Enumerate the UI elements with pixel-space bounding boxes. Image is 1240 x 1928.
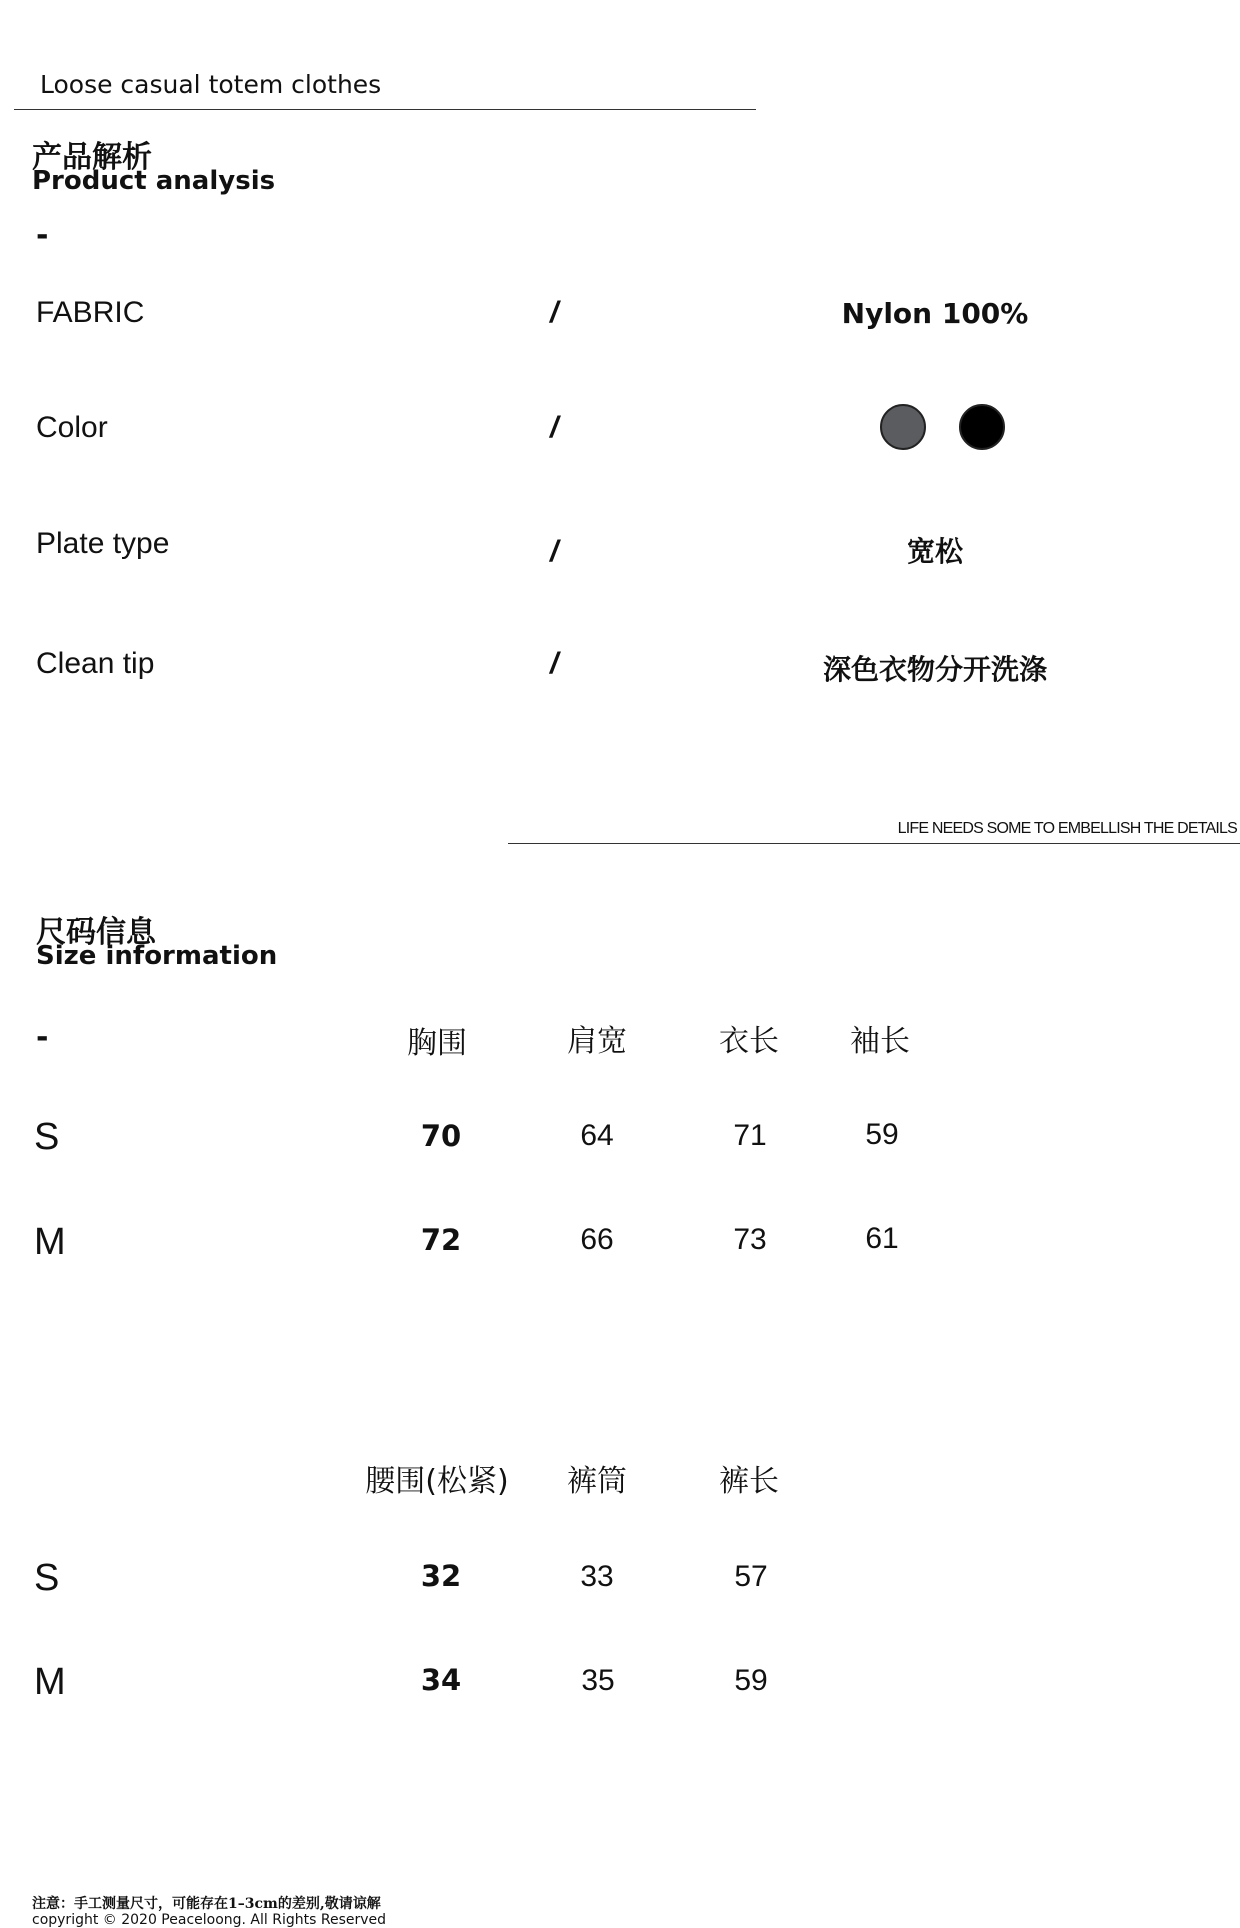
product-dash: - [36,218,49,253]
fabric-value: Nylon 100% [841,297,1029,330]
table-cell: 61 [865,1222,899,1255]
table-cell: 72 [420,1223,462,1257]
copyright-text: copyright © 2020 Peaceloong. All Rights Reserved [32,1912,387,1928]
header-pants-length: 裤长 [719,1464,779,1499]
table-cell: 32 [420,1559,462,1593]
header-waist: 腰围(松紧) [365,1464,509,1499]
header-shoulder: 肩宽 [567,1024,627,1059]
clean-tip-value: 深色衣物分开洗涤 [822,653,1047,686]
size-dash: - [36,1020,49,1055]
table-cell: 57 [734,1560,768,1593]
table-cell: 59 [865,1118,899,1151]
table-cell: 33 [580,1560,614,1593]
color-separator: / [550,411,559,444]
fabric-separator: / [550,296,559,329]
header-leg-opening: 裤筒 [567,1464,627,1499]
color-label: Color [36,411,108,444]
table-cell: 34 [420,1663,462,1697]
header-chest: 胸围 [407,1026,467,1061]
plate-type-label: Plate type [36,527,170,560]
size-heading-zh: 尺码信息 [36,915,156,950]
size-heading-en: Size information [36,941,278,971]
plate-type-value: 宽松 [906,535,963,568]
table-cell: 59 [734,1664,768,1697]
size-label-m: M [34,1661,66,1703]
color-swatch-black [959,404,1005,450]
table-cell: 71 [733,1119,767,1152]
table-cell: 64 [580,1119,614,1152]
product-heading-zh: 产品解析 [32,140,152,175]
section-divider [508,843,1240,844]
table-cell: 66 [580,1223,614,1256]
plate-type-separator: / [550,535,559,568]
clean-tip-separator: / [550,647,559,680]
size-label-s: S [34,1116,60,1158]
size-label-m: M [34,1221,66,1263]
size-label-s: S [34,1557,60,1599]
table-cell: 73 [733,1223,767,1256]
measurement-note: 注意：手工测量尺寸，可能存在1–3cm的差别,敬请谅解 [32,1896,381,1912]
clean-tip-label: Clean tip [36,647,155,680]
table-cell: 70 [420,1119,462,1153]
header-length: 衣长 [719,1024,779,1059]
fabric-label: FABRIC [36,296,145,329]
header-divider [14,109,756,110]
page-title: Loose casual totem clothes [40,70,382,99]
tagline: LIFE NEEDS SOME TO EMBELLISH THE DETAILS [897,820,1237,837]
color-swatch-gray [880,404,926,450]
table-cell: 35 [581,1664,615,1697]
product-heading-en: Product analysis [32,166,276,196]
header-sleeve: 袖长 [850,1024,910,1059]
